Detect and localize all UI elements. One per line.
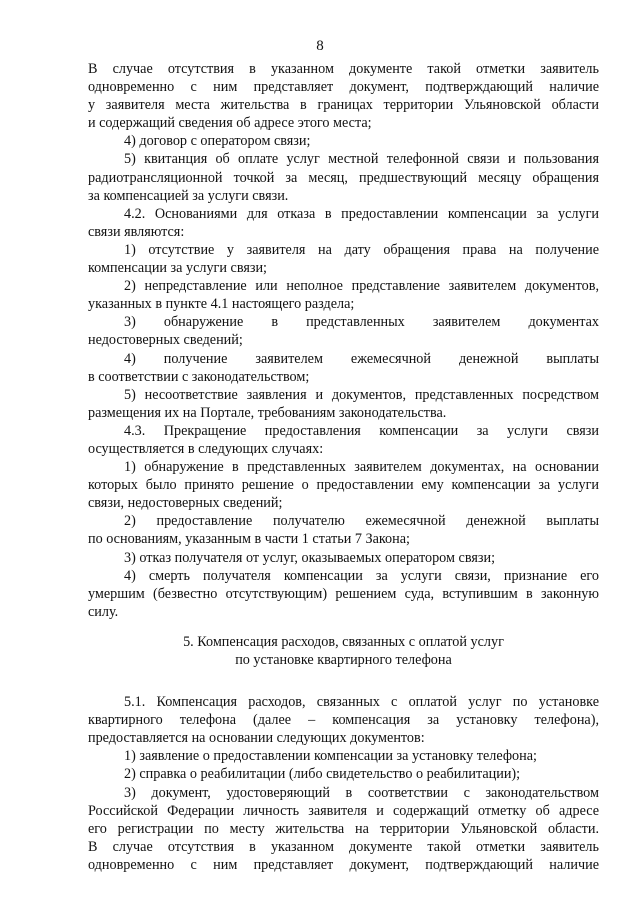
- clause-5-1: 5.1. Компенсация расходов, связанных с оплатой услуг по установке: [124, 694, 599, 711]
- text-line: связи являются:: [88, 223, 185, 240]
- list-item: 1) заявление о предоставлении компенсации за установку телефона;: [124, 748, 537, 765]
- text-line: В случае отсутствия в указанном документе такой отметки заявитель: [88, 61, 599, 77]
- text-line: недостоверных сведений;: [88, 332, 243, 349]
- text-line: связи, недостоверных сведений;: [88, 495, 283, 512]
- text-line: умершим (безвестно отсутствующим) решением суда, вступившим в законную: [88, 585, 599, 602]
- list-item: 1) обнаружение в представленных заявителем документах, на основании: [124, 459, 599, 476]
- section-heading: 5. Компенсация расходов, связанных с оплатой услуг: [183, 633, 504, 650]
- text-line: у заявителя места жительства в границах территории Ульяновской области: [88, 97, 599, 114]
- text-line: его регистрации по месту жительства на территории Ульяновской области.: [88, 820, 599, 837]
- text-line: и содержащий сведения об адресе этого места;: [88, 115, 372, 132]
- list-item: 5) несоответствие заявления и документов, представленных посредством: [124, 386, 599, 403]
- text-line: за компенсацией за услуги связи.: [88, 187, 289, 204]
- text-line: в соответствии с законодательством;: [88, 368, 310, 385]
- page-number: 8: [316, 38, 324, 54]
- list-item: 4) получение заявителем ежемесячной денежной выплаты: [124, 350, 599, 367]
- list-item: 3) отказ получателя от услуг, оказываемых оператором связи;: [124, 549, 496, 566]
- text-line: квартирного телефона (далее – компенсация за установку телефона),: [88, 712, 599, 729]
- list-item: 4) смерть получателя компенсации за услуги связи, признание его: [124, 567, 599, 584]
- text-line: предоставляется на основании следующих документов:: [88, 730, 425, 747]
- text-line: одновременно с ним представляет документ, подтверждающий наличие: [88, 856, 599, 873]
- text-line: по основаниям, указанным в части 1 статьи 7 Закона;: [88, 531, 410, 548]
- spacer: [88, 669, 599, 693]
- clause-4-3: 4.3. Прекращение предоставления компенсации за услуги связи: [124, 422, 599, 439]
- list-item: 4) договор с оператором связи;: [124, 133, 311, 150]
- list-item: 2) предоставление получателю ежемесячной денежной выплаты: [124, 513, 599, 530]
- text-line: одновременно с ним представляет документ, подтверждающий наличие: [88, 79, 599, 96]
- spacer: [88, 621, 599, 633]
- list-item: 1) отсутствие у заявителя на дату обращения права на получение: [124, 241, 599, 258]
- text-line: Российской Федерации личность заявителя и содержащий отметку об адресе: [88, 802, 599, 819]
- text-line: силу.: [88, 603, 119, 620]
- clause-4-2: 4.2. Основаниями для отказа в предоставлении компенсации за услуги: [124, 205, 599, 222]
- list-item: 3) документ, удостоверяющий в соответствии с законодательством: [124, 784, 599, 801]
- list-item: 5) квитанция об оплате услуг местной телефонной связи и пользования: [124, 151, 599, 168]
- text-line: компенсации за услуги связи;: [88, 260, 267, 277]
- text-line: В случае отсутствия в указанном документе такой отметки заявитель: [88, 838, 599, 855]
- list-item: 2) справка о реабилитации (либо свидетельство о реабилитации);: [124, 766, 521, 783]
- document-body: [88, 60, 599, 874]
- text-line: осуществляется в следующих случаях:: [88, 440, 324, 457]
- list-item: 2) непредставление или неполное представление заявителем документов,: [124, 278, 599, 295]
- text-line: размещения их на Портале, требованиям законодательства.: [88, 404, 447, 421]
- text-line: которых было принято решение о предоставлении ему компенсации за услуги: [88, 477, 599, 494]
- list-item: 3) обнаружение в представленных заявителем документах: [124, 314, 599, 331]
- text-line: радиотрансляционной точкой за месяц, предшествующий месяцу обращения: [88, 169, 599, 186]
- text-line: указанных в пункте 4.1 настоящего раздела;: [88, 296, 355, 313]
- section-heading: по установке квартирного телефона: [235, 652, 452, 668]
